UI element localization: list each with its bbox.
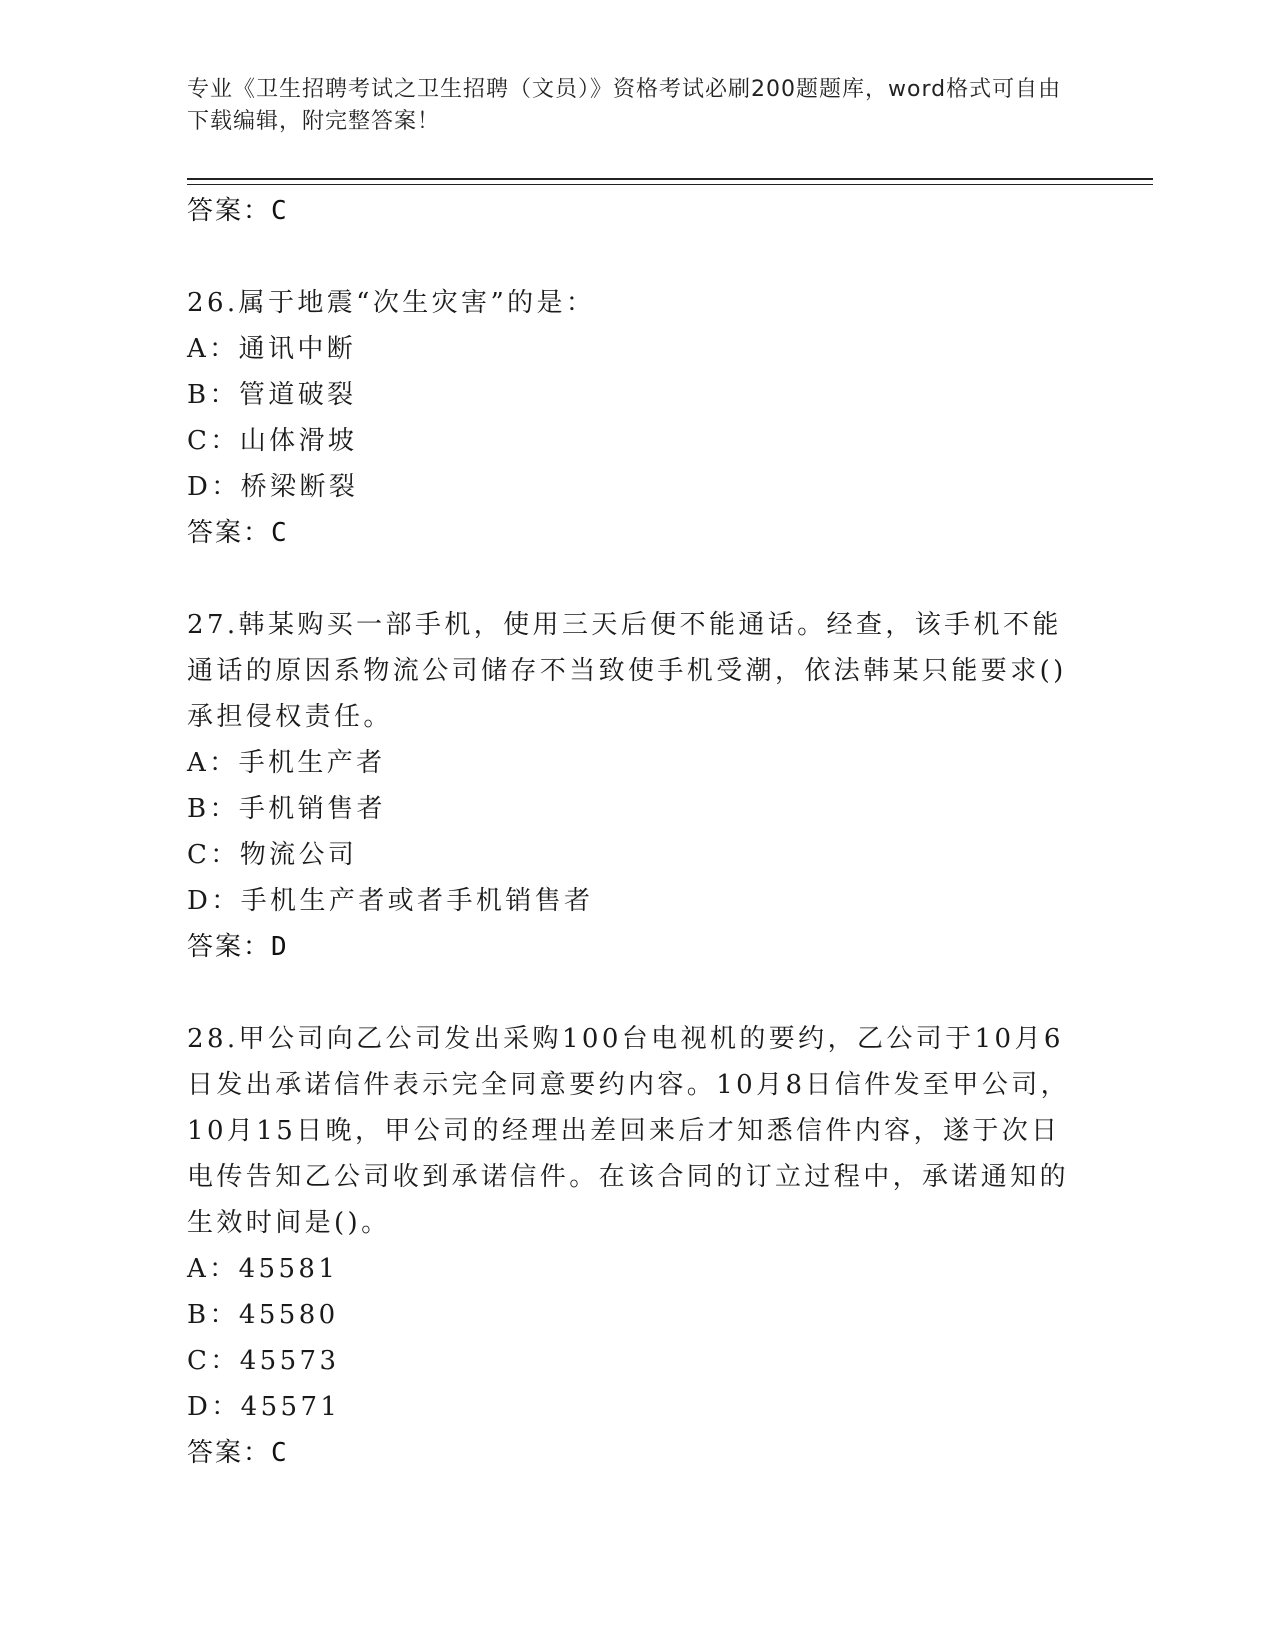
answer-value: C [271,196,289,226]
document-header: 专业《卫生招聘考试之卫生招聘（文员）》资格考试必刷200题题库，word格式可自由下载编辑，附完整答案！ [187,77,1062,134]
answer-label: 答案： [187,518,272,548]
answer-line [187,510,1087,556]
question-26 [187,280,1087,556]
answer-value: C [271,518,289,548]
answer-line [187,924,1087,970]
question-27 [187,602,1087,970]
question-28 [187,1016,1087,1476]
option-d: D：手机生产者或者手机销售者 [187,886,594,916]
option-b: B：管道破裂 [187,380,357,410]
question-stem: 28.甲公司向乙公司发出采购100台电视机的要约，乙公司于10月6日发出承诺信件表示完全同意要约内容。10月8日信件发至甲公司，10月15日晚，甲公司的经理出差回来后才知悉信件内容，遂于次日电传告知乙公司收到承诺信件。在该合同的订立过程中，承诺通知的生效时间是()。 [187,1024,1071,1238]
answer-label: 答案： [187,196,272,226]
answer-line [187,1430,1087,1476]
option-c: C：山体滑坡 [187,426,358,456]
question-stem: 27.韩某购买一部手机，使用三天后便不能通话。经查，该手机不能通话的原因系物流公司储存不当致使手机受潮，依法韩某只能要求()承担侵权责任。 [187,610,1067,732]
option-a: A：手机生产者 [187,748,386,778]
option-a: A：45581 [187,1254,339,1284]
option-a: A：通讯中断 [187,334,357,364]
question-stem: 26.属于地震“次生灾害”的是： [187,288,596,318]
answer-label: 答案： [187,1438,272,1468]
option-d: D：桥梁断裂 [187,472,359,502]
option-c: C：物流公司 [187,840,358,870]
answer-value: C [271,1438,289,1468]
option-d: D：45571 [187,1392,341,1422]
option-b: B：手机销售者 [187,794,386,824]
option-c: C：45573 [187,1346,340,1376]
question-list [187,188,1087,1476]
answer-label: 答案： [187,932,272,962]
answer-line [187,188,1087,234]
option-b: B：45580 [187,1300,339,1330]
header-rule-thick [187,178,1153,180]
answer-value: D [271,932,289,962]
header-rule-thin [187,184,1153,185]
